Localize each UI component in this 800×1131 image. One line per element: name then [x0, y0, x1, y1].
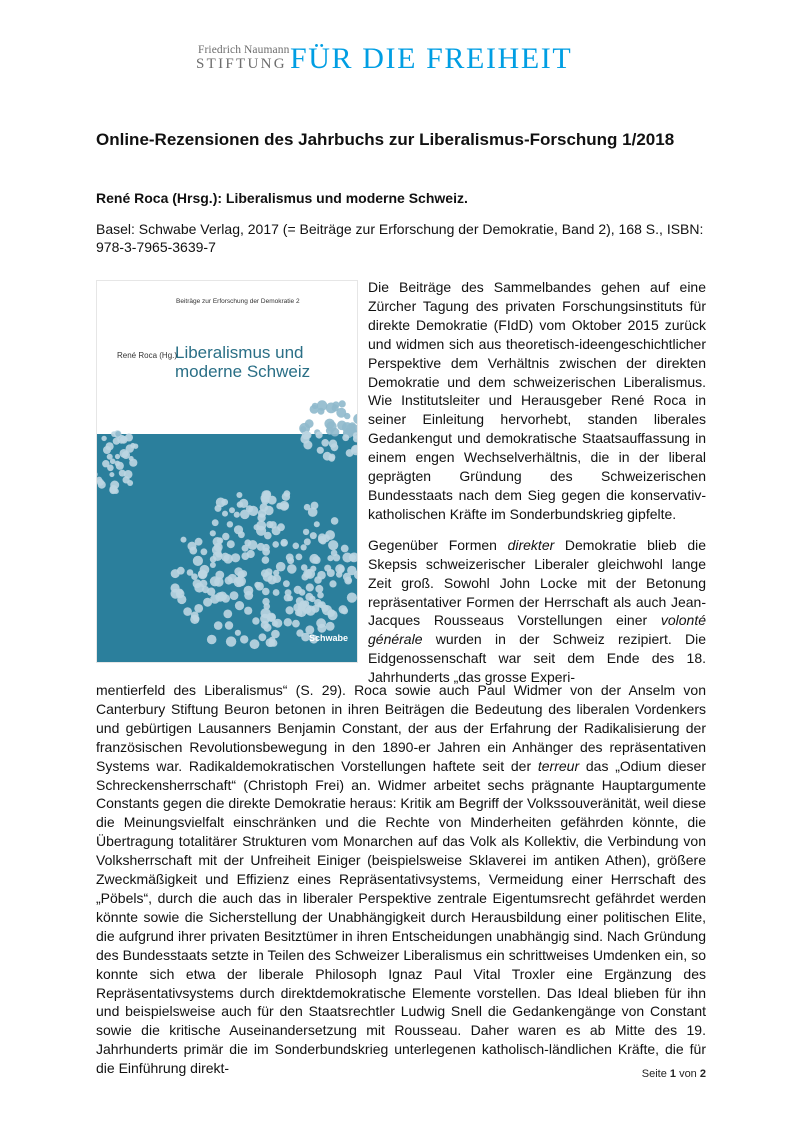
cover-dot: [293, 543, 300, 550]
book-cover: [96, 280, 358, 663]
cover-dot: [177, 567, 185, 575]
cover-dot: [280, 539, 288, 547]
cover-dot: [268, 575, 277, 584]
cover-dot: [264, 506, 273, 515]
cover-dot: [191, 612, 199, 620]
cover-dot: [329, 580, 336, 587]
cover-dot: [183, 607, 192, 616]
text-run: das „Odium dieser Schreckensherrschaft“ (Christoph Frei) an. Widmer arbeitet sechs prägnante Hauptargumente Constants gegen die direkte Demokratie heraus: Kritik am Begriff der Volkssouveränität, weil diese die Meinungsvielfalt einschränken und die Rechte von Minderheiten gefährden könnte, die Übertragung totalitärer Strukturen vom Monarchen auf das Volk als Kollektiv, die Verbindung von Volksherrschaft mit der Unfreiheit Einiger (beispielsweise Sklaverei im antiken Athen), größere Zweckmäßigkeit und Effizienz eines Repräsentativsystems, Vermeidung einer Herrschaft des „Pöbels“, durch die auch das in liberaler Perspektive zentrale Eigentumsrecht gefährdet werden könnte sowie die Sicherstellung der Unabhängigkeit durch Herausbildung einer politischen Elite, die aufgrund ihrer privaten Besitztümer in ihren Entscheidungen unabhängig sind. Nach Gründung des Bundesstaats setzte in Teilen des Schweizer Liberalismus ein schrittweises Umdenken ein, so konnte sich etwa der liberale Philosoph Ignaz Paul Vital Troxler eine Ergänzung des Repräsentativsystems durch direktdemokratische Elemente vorstellen. Das Ideal blieben für ihn und beispielsweise auch für den Staatsrechtler Ludwig Snell die Gedankengänge von Constant sowie die kritische Auseinandersetzung mit Rousseau. Daher waren es ab Mitte des 19. Jahrhunderts primär die im Sonderbundskrieg unterlegenen katholisch-ländlichen Kräfte, die für die Einführung direkt-: [96, 757, 706, 1077]
cover-dot: [262, 544, 269, 551]
cover-dot-pattern: [97, 281, 358, 663]
cover-dot: [225, 621, 233, 629]
cover-dot: [341, 607, 348, 614]
cover-dot: [223, 554, 233, 564]
book-title: René Roca (Hrsg.): Liberalismus und moderne Schweiz.: [96, 190, 468, 206]
cover-dot: [266, 638, 275, 647]
cover-dot: [109, 486, 117, 494]
cover-dot: [339, 400, 346, 407]
cover-dot: [234, 525, 243, 534]
cover-dot: [210, 530, 216, 536]
cover-dot: [240, 510, 250, 520]
cover-dot: [331, 517, 339, 525]
cover-dot: [116, 462, 124, 470]
cover-dot: [328, 610, 338, 620]
cover-dot: [210, 576, 220, 586]
cover-dot: [235, 601, 244, 610]
cover-dot: [250, 639, 260, 649]
cover-dot: [127, 480, 133, 486]
cover-dot: [300, 434, 309, 443]
cover-dot: [193, 556, 203, 566]
page-title: Online-Rezensionen des Jahrbuchs zur Liberalismus-Forschung 1/2018: [96, 130, 675, 149]
text-run: Gegenüber Formen: [368, 536, 497, 553]
cover-dot: [119, 470, 126, 477]
cover-dot: [223, 610, 232, 619]
cover-dot: [210, 594, 219, 603]
cover-dot: [265, 568, 272, 575]
cover-dot: [235, 630, 241, 636]
cover-dot: [254, 582, 260, 588]
cover-dot: [328, 455, 335, 462]
cover-dot: [195, 538, 203, 546]
cover-dot: [317, 592, 324, 599]
cover-dot: [276, 562, 286, 572]
logo: [196, 44, 616, 84]
cover-dot: [238, 572, 245, 579]
cover-dot: [283, 580, 290, 587]
cover-dot: [216, 551, 223, 558]
cover-dot: [284, 618, 292, 626]
cover-dot: [234, 512, 240, 518]
cover-dot: [187, 569, 194, 576]
cover-dot: [310, 532, 317, 539]
cover-dot: [317, 624, 326, 633]
cover-dot: [222, 511, 228, 517]
cover-dot: [284, 490, 291, 497]
cover-dot: [262, 588, 270, 596]
page-number: [642, 1068, 706, 1080]
page-label: Seite: [641, 1068, 667, 1080]
cover-dot: [120, 449, 129, 458]
cover-dot: [341, 545, 349, 553]
cover-dot: [310, 405, 319, 414]
cover-dot: [244, 591, 253, 600]
cover-dot: [207, 635, 217, 645]
page-of-label: von: [679, 1068, 697, 1080]
cover-dot: [181, 537, 187, 543]
cover-dot: [300, 426, 306, 432]
cover-dot: [201, 548, 208, 555]
cover-dot: [346, 449, 354, 457]
cover-dot: [321, 439, 329, 447]
total-pages: 2: [699, 1068, 706, 1080]
text-run: mentierfeld des Liberalismus“ (S. 29). Roca sowie auch Paul Widmer von der Anselm von Canterbury Stiftung Beuron betonen in ihren Beiträgen die Bedeutung des liberalen Vordenkers und gebürtigen Lausanners Benjamin Constant, der aus der Erfahrung der Radikalisierung der französischen Revolutionsbewegung in den 1890-er Jahren ein Anhänger des repräsentativen Systems war. Radikaldemokratischen Vorstellungen haftete seit der: [96, 682, 706, 774]
cover-dot: [331, 550, 338, 557]
cover-dot: [304, 538, 311, 545]
review-paragraph-1: Die Beiträge des Sammelbandes gehen auf eine Zürcher Tagung des privaten Forschungsinstituts für direkte Demokratie (FIdD) vom Oktober 2015 zurück und widmen sich aus theoretisch-ideengeschichtlicher Perspektive dem Verhältnis zwischen der direkten Demokratie und dem schweizerischen Liberalismus. Wie Institutsleiter und Herausgeber René Roca in seiner Einleitung hervorhebt, standen liberales Gedankengut und demokratische Staatsauffassung in einem engen Wechselverhältnis, die in der liberal geprägten Gründung des Schweizerischen Bundesstaats nach dem Sieg gegen die konservativ-katholischen Kräfte im Sonderbundskrieg gipfelte.: [368, 279, 706, 522]
cover-dot: [241, 552, 249, 560]
cover-dot: [303, 529, 309, 535]
cover-dot: [272, 526, 281, 535]
cover-publisher-logo: Schwabe: [309, 633, 349, 643]
cover-dot: [293, 603, 302, 612]
cover-dot: [325, 530, 335, 540]
cover-dot: [279, 501, 289, 511]
cover-dot: [248, 540, 258, 550]
logo-claim: FÜR DIE FREIHEIT: [290, 42, 573, 75]
cover-dot: [333, 401, 340, 408]
cover-dot: [317, 571, 326, 580]
cover-dot: [227, 540, 235, 548]
cover-dot: [336, 571, 342, 577]
cover-dot: [316, 431, 323, 438]
cover-dot: [301, 564, 308, 571]
cover-dot: [296, 629, 303, 636]
text-run: Demokratie blieb die Skepsis schweizerischer Liberaler gleichwohl lange Zeit groß. Sowohl John Locke mit der Betonung repräsentativer Formen der Herrschaft als auch Jean-Jacques Rousseaus Vorstellungen einer: [368, 536, 707, 629]
cover-dot: [292, 620, 300, 628]
text-run: wurden in der Schweiz rezipiert. Die Eidgenossenschaft war seit dem Ende des 18. Jahrhunderts „das grosse Experi-: [368, 631, 706, 686]
cover-dot: [214, 621, 223, 630]
review-paragraph-3: [96, 681, 706, 1078]
cover-dot: [97, 479, 104, 486]
cover-dot: [299, 589, 306, 596]
logo-foundation-name: Friedrich Naumann: [198, 44, 290, 56]
cover-dot: [225, 576, 233, 584]
cover-dot: [326, 622, 335, 631]
cover-dot: [327, 555, 333, 561]
cover-dot: [236, 492, 242, 498]
cover-dot: [101, 436, 106, 441]
cover-dot: [244, 607, 252, 615]
cover-dot: [296, 554, 303, 561]
cover-dot: [260, 614, 270, 624]
cover-dot: [305, 569, 315, 579]
cover-dot: [221, 499, 228, 506]
cover-dot: [285, 589, 292, 596]
cover-dot: [239, 499, 248, 508]
cover-dot: [109, 472, 114, 477]
cover-title-line-1: Liberalismus und: [175, 343, 304, 362]
cover-dot: [227, 521, 233, 527]
cover-dot: [254, 524, 260, 530]
emphasis: direkter: [507, 536, 555, 553]
emphasis: volonté générale: [368, 612, 706, 648]
emphasis: terreur: [537, 757, 580, 774]
bibliographic-info: Basel: Schwabe Verlag, 2017 (= Beiträge zur Erforschung der Demokratie, Band 2), 168 S., ISBN: 978-3-7965-3639-7: [96, 221, 704, 255]
cover-dot: [301, 544, 307, 550]
review-full-width-text: [96, 681, 706, 1078]
cover-dot: [240, 635, 248, 643]
cover-dot: [229, 507, 235, 513]
cover-dot: [107, 454, 113, 460]
cover-dot: [129, 456, 134, 461]
cover-dot: [314, 521, 320, 527]
cover-dot: [271, 630, 280, 639]
cover-dot: [248, 506, 258, 516]
cover-dot: [177, 595, 186, 604]
cover-series-title: Beiträge zur Erforschung der Demokratie 2: [176, 298, 300, 305]
cover-dot: [212, 519, 219, 526]
cover-dot: [262, 556, 270, 564]
cover-dot: [286, 606, 294, 614]
cover-title-line-2: moderne Schweiz: [175, 362, 311, 381]
cover-dot: [287, 557, 294, 564]
cover-dot: [264, 603, 271, 610]
cover-dot: [326, 421, 336, 431]
cover-dot: [252, 617, 259, 624]
cover-dot: [342, 434, 349, 441]
cover-dot: [120, 436, 128, 444]
cover-dot: [318, 533, 326, 541]
cover-dot: [353, 414, 358, 424]
review-paragraph-2: [368, 536, 706, 687]
cover-dot: [266, 521, 273, 528]
cover-dot: [171, 583, 180, 592]
cover-dot: [317, 447, 324, 454]
cover-dot: [329, 440, 337, 448]
cover-dot: [259, 633, 267, 641]
cover-dot: [200, 565, 210, 575]
cover-dot: [315, 585, 323, 593]
cover-dot: [336, 408, 346, 418]
cover-dot: [194, 604, 203, 613]
cover-book-title: [175, 343, 310, 381]
cover-dot: [347, 593, 357, 603]
cover-dot: [102, 460, 109, 467]
cover-dot: [287, 564, 297, 574]
cover-dot: [272, 620, 278, 626]
cover-dot: [273, 589, 280, 596]
cover-dot: [193, 579, 202, 588]
cover-dot: [328, 540, 338, 550]
current-page: 1: [669, 1068, 676, 1080]
review-column-text: [368, 278, 706, 687]
cover-dot: [115, 431, 121, 437]
cover-dot: [346, 424, 356, 434]
cover-editor: René Roca (Hg.): [117, 351, 178, 360]
cover-dot: [345, 577, 351, 583]
cover-dot: [210, 562, 216, 568]
cover-dot: [308, 507, 318, 517]
cover-dot: [268, 496, 277, 505]
cover-dot: [130, 443, 135, 448]
cover-dot: [222, 533, 229, 540]
cover-dot: [113, 438, 120, 445]
cover-dot: [230, 591, 239, 600]
cover-dot: [327, 569, 335, 577]
logo-stiftung: STIFTUNG: [196, 56, 287, 72]
cover-dot: [226, 636, 236, 646]
cover-dot: [309, 554, 319, 564]
cover-dot: [349, 554, 356, 561]
cover-dot: [306, 583, 314, 591]
cover-dot: [221, 594, 230, 603]
cover-dot: [264, 532, 272, 540]
cover-dot: [103, 446, 111, 454]
cover-dot: [272, 541, 279, 548]
cover-dot: [115, 454, 120, 459]
